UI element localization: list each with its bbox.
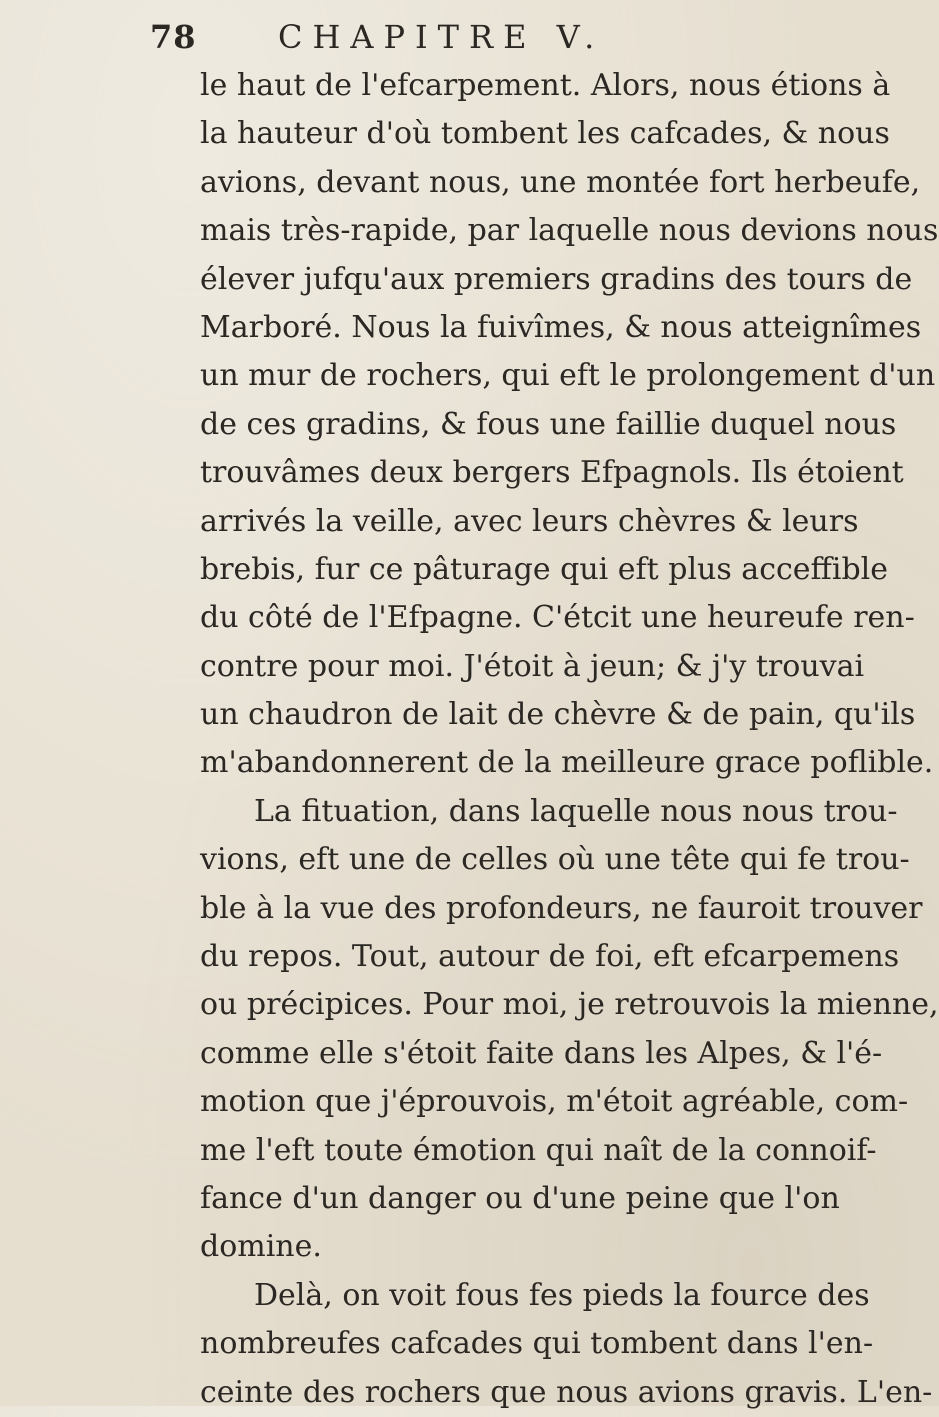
text-line: ou précipices. Pour moi, je retrouvois la mienne, xyxy=(200,987,939,1023)
text-line: mais très-rapide, par laquelle nous devions nous xyxy=(200,213,939,249)
text-line: du repos. Tout, autour de foi, eft efcarpemens xyxy=(200,939,900,975)
paragraph-start-line: La fituation, dans laquelle nous nous trou- xyxy=(254,793,898,829)
page-number: 78 xyxy=(150,18,197,56)
text-line: élever jufqu'aux premiers gradins des tours de xyxy=(200,261,913,297)
paragraph-start-line: Delà, on voit fous fes pieds la fource des xyxy=(254,1277,870,1313)
text-line: ceinte des rochers que nous avions gravis. L'en- xyxy=(200,1374,933,1410)
text-line: un chaudron de lait de chèvre & de pain, qu'ils xyxy=(200,697,916,733)
body-text xyxy=(200,62,939,1417)
text-line: fance d'un danger ou d'une peine que l'on xyxy=(200,1180,840,1216)
running-head: CHAPITRE V. xyxy=(278,18,605,56)
text-line: un mur de rochers, qui eft le prolongement d'un xyxy=(200,358,936,394)
text-line: trouvâmes deux bergers Efpagnols. Ils étoient xyxy=(200,455,904,491)
text-line: le haut de l'efcarpement. Alors, nous étions à xyxy=(200,68,891,103)
text-line: avions, devant nous, une montée fort herbeufe, xyxy=(200,164,921,200)
text-line: du côté de l'Efpagne. C'étcit une heureufe ren- xyxy=(200,600,915,636)
text-line: m'abandonnerent de la meilleure grace poflible. xyxy=(200,745,934,781)
text-line: arrivés la veille, avec leurs chèvres & leurs xyxy=(200,503,859,539)
text-line: motion que j'éprouvois, m'étoit agréable, com- xyxy=(200,1084,909,1120)
text-line: nombreufes cafcades qui tombent dans l'en- xyxy=(200,1326,874,1362)
text-line: brebis, fur ce pâturage qui eft plus acceffible xyxy=(200,551,889,587)
text-line: de ces gradins, & fous une faillie duquel nous xyxy=(200,406,897,442)
text-line: Marboré. Nous la fuivîmes, & nous atteignîmes xyxy=(200,309,922,345)
text-line: vions, eft une de celles où une tête qui fe trou- xyxy=(200,842,910,878)
text-line: la hauteur d'où tombent les cafcades, & nous xyxy=(200,116,890,152)
page-header xyxy=(150,18,770,62)
text-line: me l'eft toute émotion qui naît de la connoif- xyxy=(200,1132,877,1168)
text-line: domine. xyxy=(200,1229,322,1265)
text-line: contre pour moi. J'étoit à jeun; & j'y trouvai xyxy=(200,648,865,684)
text-line: comme elle s'étoit faite dans les Alpes, & l'é- xyxy=(200,1035,883,1071)
text-line: ble à la vue des profondeurs, ne fauroit trouver xyxy=(200,890,923,926)
